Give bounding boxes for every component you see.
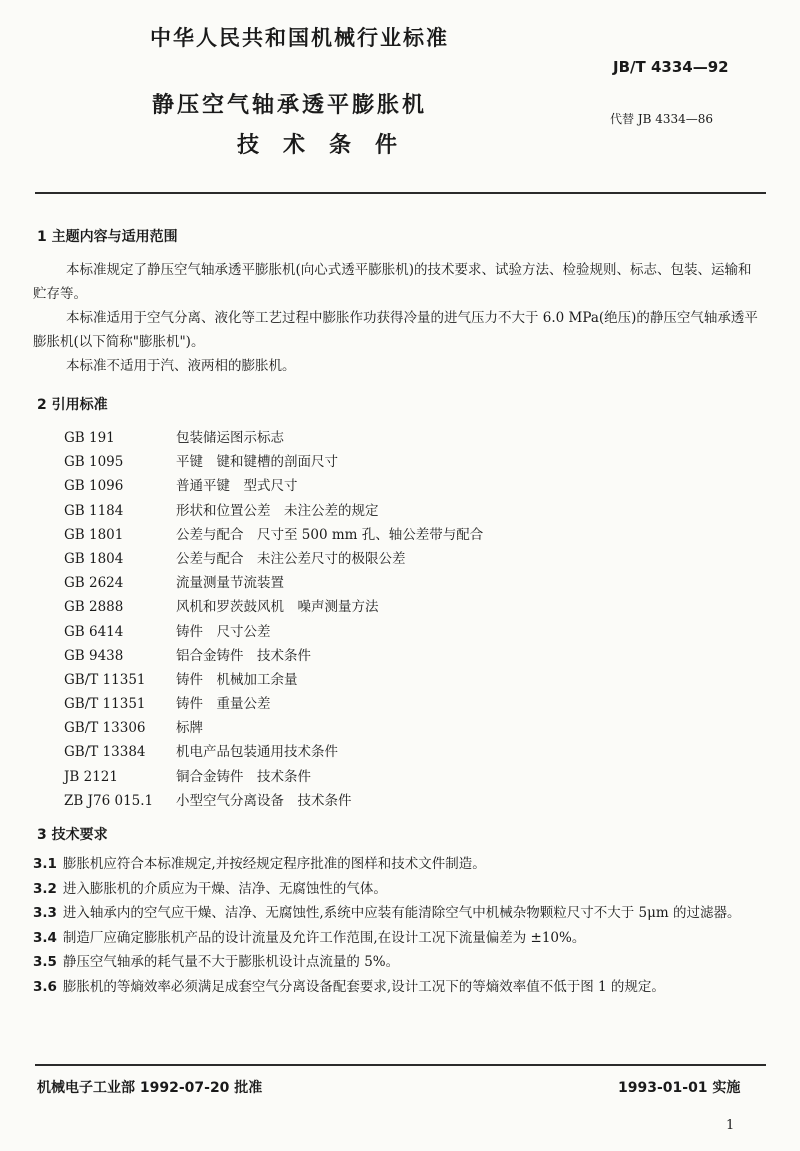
section-1-paragraph: 本标准适用于空气分离、液化等工艺过程中膨胀作功获得冷量的进气压力不大于 6.0 MPa(绝压)的静压空气轴承透平膨胀机(以下简称"膨胀机")。 <box>33 310 758 350</box>
reference-row <box>64 668 483 692</box>
reference-row <box>64 426 483 450</box>
reference-row <box>64 716 483 740</box>
reference-row <box>64 547 483 571</box>
reference-code: GB 1801 <box>64 526 124 543</box>
reference-row <box>64 740 483 764</box>
reference-title: 普通平键 型式尺寸 <box>176 478 298 495</box>
reference-title: 铸件 尺寸公差 <box>176 623 271 640</box>
reference-code: GB 1184 <box>64 502 124 519</box>
requirement-number: 3.1 <box>33 856 57 872</box>
issuing-organization: 中华人民共和国机械行业标准 <box>150 26 449 50</box>
effective-date: 1993-01-01 实施 <box>618 1080 741 1096</box>
reference-title: 平键 键和键槽的剖面尺寸 <box>176 454 338 471</box>
replaces-standard: 代替 JB 4334—86 <box>610 112 714 126</box>
footer-divider <box>35 1064 766 1066</box>
reference-code: GB 6414 <box>64 623 124 640</box>
requirement-item <box>33 877 763 902</box>
header-divider <box>35 192 766 194</box>
requirement-text: 进入轴承内的空气应干燥、洁净、无腐蚀性,系统中应装有能清除空气中机械杂物颗粒尺寸不大于 5μm 的过滤器。 <box>62 905 741 921</box>
reference-row <box>64 499 483 523</box>
requirement-number: 3.3 <box>33 905 57 921</box>
reference-title: 铜合金铸件 技术条件 <box>176 768 311 785</box>
reference-code: GB/T 11351 <box>64 671 146 688</box>
reference-code: GB 191 <box>64 430 115 446</box>
reference-code: GB/T 11351 <box>64 696 146 713</box>
reference-code: JB 2121 <box>64 768 118 785</box>
reference-title: 公差与配合 尺寸至 500 mm 孔、轴公差带与配合 <box>176 526 484 543</box>
reference-row <box>64 474 483 498</box>
reference-code: GB 9438 <box>64 647 124 664</box>
reference-row <box>64 595 483 619</box>
requirement-text: 进入膨胀机的介质应为干燥、洁净、无腐蚀性的气体。 <box>62 880 387 897</box>
requirement-item <box>33 926 763 951</box>
section-1-paragraph: 本标准规定了静压空气轴承透平膨胀机(向心式透平膨胀机)的技术要求、试验方法、检验规则、标志、包装、运输和贮存等。 <box>33 262 752 302</box>
reference-title: 标牌 <box>176 720 203 737</box>
requirement-item <box>33 975 763 1000</box>
reference-row <box>64 523 483 547</box>
requirements-list <box>33 852 763 999</box>
requirement-text: 膨胀机的等熵效率必须满足成套空气分离设备配套要求,设计工况下的等熵效率值不低于图 1 的规定。 <box>62 978 665 995</box>
requirement-number: 3.6 <box>33 978 57 995</box>
reference-title: 风机和罗茨鼓风机 噪声测量方法 <box>176 599 379 616</box>
requirement-number: 3.5 <box>33 954 57 970</box>
document-title: 静压空气轴承透平膨胀机 <box>152 93 428 118</box>
reference-title: 铝合金铸件 技术条件 <box>176 647 311 664</box>
reference-code: GB 1804 <box>64 550 124 567</box>
reference-code: ZB J76 015.1 <box>64 792 154 809</box>
reference-code: GB/T 13384 <box>64 744 146 761</box>
reference-title: 铸件 重量公差 <box>176 696 271 713</box>
reference-row <box>64 644 483 668</box>
requirement-text: 制造厂应确定膨胀机产品的设计流量及允许工作范围,在设计工况下流量偏差为 ±10%。 <box>62 929 586 946</box>
requirement-number: 3.4 <box>33 929 57 946</box>
reference-row <box>64 692 483 716</box>
section-1-body <box>33 258 763 378</box>
reference-row <box>64 620 483 644</box>
reference-code: GB 1095 <box>64 454 124 471</box>
reference-title: 机电产品包装通用技术条件 <box>176 744 338 761</box>
reference-row <box>64 765 483 789</box>
approval-date: 机械电子工业部 1992-07-20 批准 <box>37 1080 263 1096</box>
section-2-heading: 2 引用标准 <box>37 397 108 413</box>
section-1-paragraph: 本标准不适用于汽、液两相的膨胀机。 <box>66 358 296 374</box>
requirement-item <box>33 950 763 975</box>
requirement-text: 静压空气轴承的耗气量不大于膨胀机设计点流量的 5%。 <box>62 954 400 970</box>
standard-number: JB/T 4334—92 <box>613 58 729 76</box>
requirement-item <box>33 901 763 926</box>
reference-title: 包装储运图示标志 <box>176 430 284 446</box>
reference-row <box>64 571 483 595</box>
requirement-item <box>33 852 763 877</box>
requirement-text: 膨胀机应符合本标准规定,并按经规定程序批准的图样和技术文件制造。 <box>62 856 486 872</box>
requirement-number: 3.2 <box>33 880 57 897</box>
section-3-heading: 3 技术要求 <box>37 827 108 843</box>
reference-code: GB/T 13306 <box>64 720 146 737</box>
reference-code: GB 1096 <box>64 478 124 495</box>
reference-title: 形状和位置公差 未注公差的规定 <box>176 502 379 519</box>
reference-title: 公差与配合 未注公差尺寸的极限公差 <box>176 550 406 567</box>
reference-code: GB 2888 <box>64 599 124 616</box>
page-number: 1 <box>726 1118 735 1133</box>
document-subtitle: 技术条件 <box>237 133 422 158</box>
reference-code: GB 2624 <box>64 575 124 592</box>
reference-title: 流量测量节流装置 <box>176 575 284 592</box>
reference-list <box>64 426 483 813</box>
reference-row <box>64 450 483 474</box>
section-1-heading: 1 主题内容与适用范围 <box>37 229 178 245</box>
reference-row <box>64 789 483 813</box>
reference-title: 铸件 机械加工余量 <box>176 671 298 688</box>
reference-title: 小型空气分离设备 技术条件 <box>176 792 352 809</box>
